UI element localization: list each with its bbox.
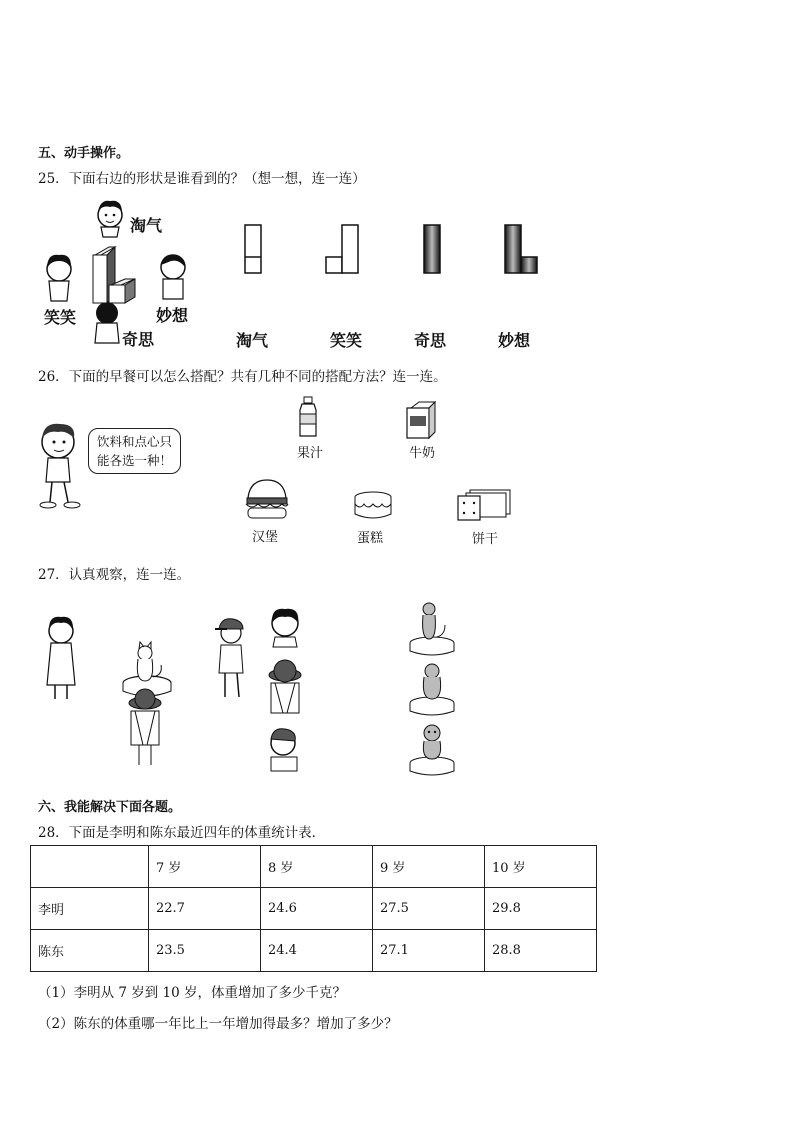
table-cell: 28.8 (485, 930, 597, 972)
label-qisi: 奇思 (122, 330, 155, 349)
label-taoqi: 淘气 (130, 216, 163, 235)
row-name-cell: 陈东 (31, 930, 149, 972)
header-cell: 10 岁 (485, 846, 597, 888)
label-miaoxiang: 妙想 (156, 306, 189, 325)
view-shape-1 (245, 225, 261, 273)
table-row (31, 888, 597, 930)
cat-pedestal-illustration (123, 642, 171, 696)
view-label-3: 奇思 (414, 331, 447, 350)
cookies-icon (456, 488, 512, 522)
cake-icon (352, 490, 394, 522)
girl-illustration (47, 617, 75, 699)
burger-icon (244, 478, 290, 522)
section-title: 五、动手操作。 (38, 146, 130, 161)
table-cell: 23.5 (149, 930, 261, 972)
blocks-illustration (93, 247, 135, 303)
weight-table (30, 845, 597, 972)
boy-cap-illustration (215, 619, 243, 697)
snack-label-cookies: 饼干 (472, 532, 499, 547)
row-name-cell: 李明 (31, 888, 149, 930)
table-cell: 27.1 (373, 930, 485, 972)
speech-bubble (88, 428, 181, 474)
cat-view-front (410, 725, 454, 775)
head-boy-cap-side (271, 729, 297, 771)
header-cell (31, 846, 149, 888)
table-cell: 22.7 (149, 888, 261, 930)
sub-question-2: （2）陈东的体重哪一年比上一年增加得最多？增加了多少？ (38, 1016, 398, 1032)
drink-label-milk: 牛奶 (409, 446, 436, 461)
question-26: 26．下面的早餐可以怎么搭配？共有几种不同的搭配方法？连一连。 (38, 369, 447, 385)
table-row (31, 930, 597, 972)
bubble-line-2: 能各选一种！ (97, 453, 173, 468)
view-shape-2 (326, 225, 358, 273)
juice-bottle-icon (296, 396, 320, 438)
kid-qisi-illustration (95, 302, 119, 343)
cat-view-back (410, 664, 454, 715)
drink-label-juice: 果汁 (297, 446, 324, 461)
view-shape-4 (505, 225, 537, 273)
bubble-line-1: 饮料和点心只 (97, 434, 173, 449)
sub-question-1: （1）李明从 7 岁到 10 岁，体重增加了多少千克？ (38, 985, 347, 1001)
table-cell: 27.5 (373, 888, 485, 930)
head-girl-front (272, 609, 298, 647)
label-xiaoxiao: 笑笑 (44, 308, 77, 327)
view-label-1: 淘气 (236, 331, 269, 350)
milk-carton-icon (405, 400, 439, 440)
section-title-6: 六、我能解决下面各题。 (38, 800, 182, 815)
question-27: 27．认真观察，连一连。 (38, 567, 191, 583)
table-header-row (31, 846, 597, 888)
view-label-2: 笑笑 (330, 331, 363, 350)
q25-illustration (35, 195, 555, 355)
header-cell: 7 岁 (149, 846, 261, 888)
view-shape-3 (424, 225, 440, 273)
view-label-4: 妙想 (498, 331, 531, 350)
question-25: 25．下面右边的形状是谁看到的？（想一想，连一连） (38, 171, 366, 187)
snack-label-cake: 蛋糕 (357, 531, 384, 546)
kid-miaoxiang-illustration (161, 255, 185, 299)
kid-xiaoxiao-illustration (47, 255, 71, 301)
snack-label-burger: 汉堡 (252, 530, 279, 545)
header-cell: 8 岁 (261, 846, 373, 888)
kid-hat-back-illustration (129, 689, 161, 765)
kid-taoqi-illustration (98, 201, 122, 237)
table-cell: 29.8 (485, 888, 597, 930)
cat-view-side (410, 603, 454, 655)
table-cell: 24.6 (261, 888, 373, 930)
head-kid-hat-back (269, 660, 301, 713)
table-cell: 24.4 (261, 930, 373, 972)
header-cell: 9 岁 (373, 846, 485, 888)
q27-illustration (35, 595, 455, 785)
question-28: 28．下面是李明和陈东最近四年的体重统计表． (38, 825, 326, 841)
